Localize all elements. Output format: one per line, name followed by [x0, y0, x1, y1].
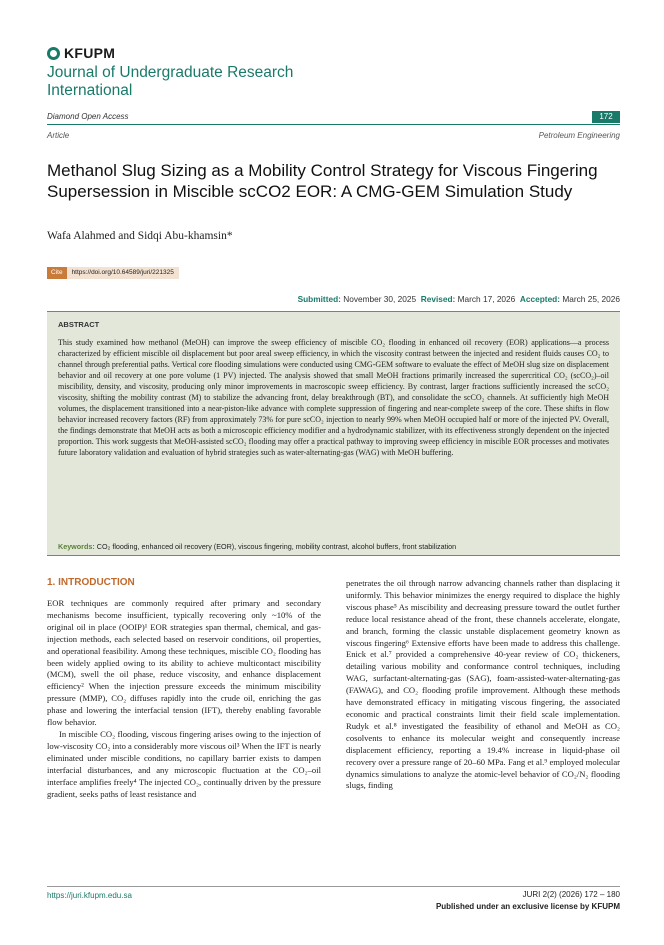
article-type: Article — [47, 131, 70, 140]
footer-divider — [47, 886, 620, 887]
license-text: Published under an exclusive license by KFUPM — [435, 902, 620, 911]
section-heading: 1. INTRODUCTION — [47, 577, 135, 588]
access-label: Diamond Open Access — [47, 112, 129, 121]
submitted-date: November 30, 2025 — [343, 294, 417, 304]
submitted-label: Submitted: — [297, 294, 341, 304]
abstract-section — [47, 311, 620, 539]
article-dates — [298, 294, 620, 304]
kfupm-logo-icon — [47, 47, 60, 60]
footer-citation: JURI 2(2) (2026) 172 – 180 — [522, 890, 620, 899]
paragraph: EOR techniques are commonly required after primary and secondary mechanisms become insufficient, typically recovering only ~10% of the original oil in place (OOIP)¹ EOR strategies span thermal, chemical, and gas-injection methods, each selected based on reservoir conditions, oil properties, and operational feasibility. Among these techniques, miscible CO₂ flooding has been widely applied owing to its ability to achieve multicontact miscibility (MCM), swell the oil phase, reduce viscosity, and enhance displacement efficiency² When the injection pressure exceeds the minimum miscibility pressure (MMP), CO₂ diffuses rapidly into the crude oil, enriching the gas phase and lowering the interfacial tension (IFT), thereby enabling favorable flow behavior. — [47, 598, 321, 728]
abstract-heading: ABSTRACT — [58, 320, 100, 329]
citation-box[interactable] — [47, 267, 179, 279]
paragraph: penetrates the oil through narrow advancing channels rather than displacing it uniformly. This behavior minimizes the energy required to displace the highly viscous phase⁵ As miscibility and decreasing pressure toward the outlet further reduce local resistance ahead of the front, these channels accelerate, elongate, and branch, forming the classic unstable displacement geometry known as viscous fingering⁶ Extensive efforts have been made to address this challenge. Enick et al.⁷ provided a comprehensive 40-year review of CO₂ thickeners, detailing various mobility and conformance control techniques, including WAG, surfactant-alternating-gas (SAG), foam-assisted-water-alternating-gas (FAWAG), and CO₂ flooding profile improvement. Although these methods have demonstrated efficacy in mitigating viscous fingering, the associated economic and practical constraints limit their field scale implementation. Rudyk et al.⁸ investigated the feasibility of ethanol and MeOH as CO₂ cosolvents to enhance its molecular weight and consequently increase displacement efficiency, reporting a 19.4% increase in liquid-phase oil recovery over a pressure range of 20–60 MPa. Fang et al.⁹ employed molecular dynamics simulations to analyze the atomic-level behavior of CO₂/N₂ flooding slugs, finding — [346, 578, 620, 791]
author-list: Wafa Alahmed and Sidqi Abu-khamsin* — [47, 230, 233, 242]
header-divider — [47, 124, 620, 125]
abstract-text: This study examined how methanol (MeOH) can improve the sweep efficiency of miscible CO₂ flooding in enhanced oil recovery (EOR) applications—a process characterized by efficient miscible oil displacement but poor areal sweep efficiency, in which the viscosity contrast between the injected and resident fluids causes CO₂ to channel through preferential paths. Vertical core flooding simulations were conducted using CMG-GEM software to evaluate the effect of MeOH slug size on displacement behavior and oil recovery at one pore volume (1 PV) injected. The analysis showed that small MeOH fractions primarily increased the supercritical CO₂ (scCO₂)–oil miscibility, density, and viscosity, producing only minor improvements in macroscopic sweep efficiency. By contrast, larger fractions sufficiently increased the scCO₂ viscosity, shifting the mobility contrast (M) to stabilize the advancing front, delay breakthrough (BT), and consolidate the scCO₂ channels. At sufficiently high MeOH volumes, the displacement transitioned into a near-piston-like advance with complete suppression of fingering and near-complete sweep of the core. These shifts in flow behavior increased recovery factors (RF) from approximately 73% for pure scCO₂ injection to nearly 99% when MeOH occupied half or more of the injected PV. Overall, the findings demonstrate that MeOH acts as both a microscopic efficiency modifier and a hydrodynamic stabilizer, with its effectiveness strongly dependent on the injected proportion. This work suggests that MeOH-assisted scCO₂ flooding may offer a practical pathway to improving sweep efficiency in miscible EOR processes and motivates future laboratory validation and evaluation of hybrid strategies such as water-alternating-gas (WAG) with MeOH buffering. — [58, 338, 609, 458]
keywords-section — [47, 539, 620, 556]
paragraph: In miscible CO₂ flooding, viscous fingering arises owing to the injection of low-viscosity CO₂ into a considerably more viscous oil³ When the IFT is nearly eliminated under miscible conditions, no capillary barrier exists to dampen interfacial disturbances, and any microscopic fluctuation at the CO₂–oil interface amplifies freely⁴ The injected CO₂, continually driven by the pressure gradient, seeks paths of least resistance and — [47, 728, 322, 799]
page-number-badge: 172 — [592, 111, 620, 123]
keywords-label: Keywords: — [58, 542, 95, 551]
journal-logo — [47, 45, 115, 61]
subject-area: Petroleum Engineering — [538, 131, 620, 140]
keywords-text: CO₂ flooding, enhanced oil recovery (EOR), viscous fingering, mobility contrast, alcohol buffers, front stabilization — [96, 542, 457, 551]
logo-text: KFUPM — [64, 45, 116, 61]
doi-link[interactable]: https://doi.org/10.64589/juri/221325 — [67, 267, 179, 279]
journal-url-link[interactable]: https://juri.kfupm.edu.sa — [47, 891, 132, 900]
body-column-right — [346, 578, 620, 792]
body-column-left — [47, 598, 321, 800]
revised-date: March 17, 2026 — [457, 294, 516, 304]
journal-name: Journal of Undergraduate Research International — [47, 64, 294, 99]
accepted-date: March 25, 2026 — [562, 294, 620, 304]
revised-label: Revised: — [420, 294, 456, 304]
article-title: Methanol Slug Sizing as a Mobility Control Strategy for Viscous Fingering Supersession in Miscible scCO2 EOR: A CMG-GEM Simulation Study — [47, 161, 598, 201]
accepted-label: Accepted: — [519, 294, 561, 304]
cite-label: Cite — [47, 267, 67, 279]
